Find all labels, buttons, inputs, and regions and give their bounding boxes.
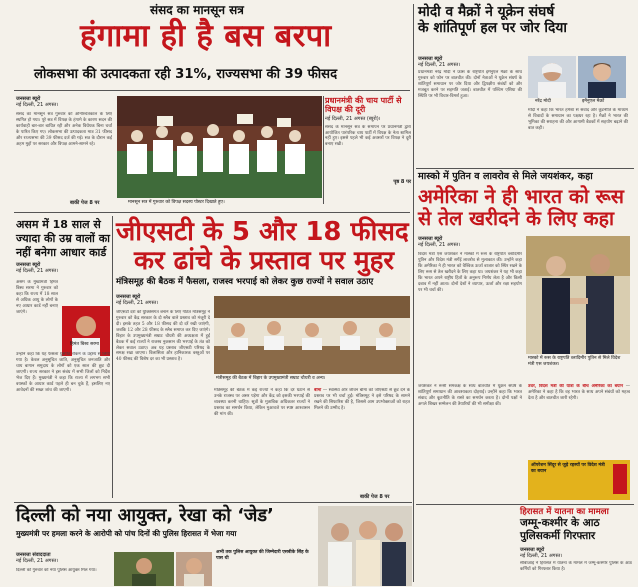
russia-body-2: उधर, विदेश मंत्री की यात्रा के बीच अमेरिका का बयान — अमेरिका ने कहा है कि वह भारत के साथ अपने संबंधों को महत्व देता है और बातचीत जारी रहेगी।	[528, 384, 630, 401]
assam-byline: जनसत्ता ब्यूरो नई दिल्ली, 21 अगस्त।	[16, 262, 59, 275]
gst-photo-caption: मंत्रीसमूह की बैठक में बिहार के उपमुख्यमंत्री सम्राट चौधरी व अन्य।	[216, 376, 326, 381]
parliament-body: संसद का मानसून सत्र गुरुवार को अनिश्चितकाल के लिए स्थगित हो गया। पूरे सत्र में विपक्ष के हंगामे के कारण सदन की कार्यवाही बार-बार बाधित रही और अनेक विधेयक बिना चर्चा के पारित किए गए। लोकसभा की उत्पादकता मात्र 31 फीसद और राज्यसभा की 39 फीसद दर्ज की गई। सत्र के दौरान कई अहम मुद्दों पर सरकार और विपक्ष आमने-सामने रहे।	[16, 112, 112, 147]
parliament-kicker: संसद का मानसून सत्र	[150, 3, 244, 17]
promo-badge-icon	[613, 464, 627, 494]
parliament-headline: हंगामा ही है बस बरपा	[80, 18, 332, 54]
delhi-byline: जनसत्ता संवाददाता नई दिल्ली, 21 अगस्त।	[16, 552, 59, 565]
gst-side-kicker: बीमा	[314, 388, 322, 393]
parliament-continued: बाकी पेज 8 पर	[70, 200, 100, 206]
delhi-subhead: मुख्यमंत्री पर हमला करने के आरोपी को पांच दिनों की पुलिस हिरासत में भेजा गया	[16, 529, 237, 538]
parliament-inset-body: संसद के मानसून सत्र के समापन पर प्रधानमंत्री द्वारा आयोजित पारंपरिक चाय पार्टी में विपक्ष के नेता शामिल नहीं हुए। इससे पहले भी कई अवसरों पर विपक्ष ने दूरी बनाए रखी।	[325, 124, 411, 148]
russia-headline: अमेरिका ने ही भारत को रूस से तेल खरीदने के लिए कहा	[418, 185, 624, 230]
ukraine-headline: मोदी व मैक्रों ने यूक्रेन संघर्ष के शांतिपूर्ण हल पर जोर दिया	[418, 4, 567, 37]
russia-photo	[526, 236, 630, 354]
russia-photo-caption: मास्को में रूस के राष्ट्रपति व्लादिमीर पुतिन से मिले विदेश मंत्री एस जयशंकर।	[528, 356, 621, 367]
ukraine-body-2: मोदी ने कहा कि भारत हमेशा से संवाद और कूटनीति के माध्यम से विवादों के समाधान का पक्षधर रहा है। मैक्रों ने भारत की भूमिका की सराहना की और आगामी बैठकों में सहयोग बढ़ाने की बात कही।	[528, 108, 628, 131]
ukraine-body-1: प्रधानमंत्री नरेंद्र मोदी ने फ्रांस के राष्ट्रपति इमैनुएल मैक्रों के साथ गुरुवार को फोन पर बातचीत की। दोनों नेताओं ने यूक्रेन संघर्ष के शांतिपूर्ण समाधान पर जोर दिया और द्विपक्षीय संबंधों को और मजबूत करने पर सहमति जताई। बातचीत में पश्चिम एशिया की स्थिति पर भी विचार-विमर्श हुआ।	[418, 70, 522, 99]
russia-promo-text: ऑपरेशन सिंदूर से जुड़े रहस्यों पर विदेश मंत्री का बयान	[531, 463, 605, 474]
delhi-inset-text: अभी तक पुलिस आयुक्त की जिम्मेदारी एसबीके सिंह के पास थी	[216, 550, 309, 561]
gst-body-3: बीमा — स्वास्थ्य और जीवन बीमा को जीएसटी से छूट देने के प्रस्ताव पर भी चर्चा हुई। मंत्रिसमूह ने इसे परिषद के सामने रखने की सिफारिश की है, जिससे आम उपभोक्ताओं को राहत मिलने की उम्मीद है।	[314, 388, 410, 411]
russia-headline-line1: मास्को में पुतिन व लावरोव से मिले जयशंकर, कहा	[418, 171, 593, 182]
gst-headline: जीएसटी के 5 और 18 फीसद कर ढांचे के प्रस्ताव पर मुहर	[116, 217, 409, 276]
parliament-inset-headline: प्रधानमंत्री की चाय पार्टी से विपक्ष की दूरी	[325, 96, 402, 115]
macron-photo-caption: इमैनुएल मैक्रों	[582, 99, 605, 104]
assam-photo	[62, 306, 110, 356]
russia-inset-text: उधर, विदेश मंत्री की यात्रा के बीच अमेरिका का बयान	[528, 384, 624, 389]
assam-body-1: असम के मुख्यमंत्री हिमंत बिस्व सरमा ने गुरुवार को कहा कि राज्य में 18 साल से अधिक आयु के लोगों के नए आधार कार्ड नहीं बनाए जाएंगे।	[16, 280, 58, 315]
parliament-inset-byline: नई दिल्ली, 21 अगस्त (ब्यूरो)।	[325, 116, 381, 123]
russia-body-1: विदेश मंत्री एस जयशंकर ने मास्को में रूस के राष्ट्रपति व्लादिमीर पुतिन और विदेश मंत्री सर्गेई लावरोव से मुलाकात की। उन्होंने कहा कि अमेरिका ने ही भारत को वैश्विक ऊर्जा बाजार को स्थिर रखने के लिए रूस से तेल खरीदने के लिए कहा था। जयशंकर ने यह भी कहा कि भारत अपने राष्ट्रीय हितों के अनुरूप निर्णय लेता है और किसी दबाव में नहीं आता। दोनों देशों ने व्यापार, ऊर्जा और रक्षा सहयोग पर भी चर्चा की।	[418, 252, 522, 293]
modi-photo-caption: नरेंद्र मोदी	[535, 99, 551, 104]
macron-photo	[578, 56, 626, 98]
jk-body: सीबीआई ने हिरासत में यातना के मामले में जम्मू-कश्मीर पुलिस के आठ कर्मियों को गिरफ्तार किया है।	[520, 561, 632, 572]
assam-photo-caption: हिमंत बिस्व सरमा	[70, 342, 99, 347]
parliament-inset	[325, 96, 411, 185]
delhi-body: दिल्ली को गुरुवार को नया पुलिस आयुक्त मिल गया।	[16, 568, 97, 573]
modi-photo	[528, 56, 576, 98]
parliament-inset-continued: पृष्ठ 8 पर	[393, 178, 411, 185]
russia-byline: जनसत्ता ब्यूरो नई दिल्ली, 21 अगस्त।	[418, 236, 461, 249]
russia-promo-box[interactable]	[528, 460, 630, 500]
jk-headline: हिरासत में यातना का मामला जम्मू-कश्मीर के आठ पुलिसकर्मी गिरफ्तार	[520, 507, 609, 542]
delhi-photo-1	[114, 552, 174, 586]
ukraine-byline: जनसत्ता ब्यूरो नई दिल्ली, 21 अगस्त।	[418, 56, 461, 69]
parliament-subhead: लोकसभा की उत्पादकता रही 31%, राज्यसभा की 39 फीसद	[34, 67, 338, 82]
gst-body-2: मंत्रिसमूह की बैठक में कई राज्यों ने कहा कि दरें घटाने से उनके राजस्व पर असर पड़ेगा और केंद्र को इसकी भरपाई की व्यवस्था करनी चाहिए। सूत्रों के मुताबिक अधिकतर राज्यों ने प्रस्ताव का समर्थन किया, लेकिन मुआवजे पर स्पष्ट आश्वासन की मांग की।	[214, 388, 310, 417]
jk-byline: जनसत्ता ब्यूरो नई दिल्ली, 21 अगस्त।	[520, 547, 563, 560]
gst-continued: बाकी पेज 8 पर	[360, 494, 390, 500]
gst-byline: जनसत्ता ब्यूरो नई दिल्ली, 21 अगस्त।	[116, 294, 159, 307]
parliament-photo	[117, 96, 322, 198]
gst-body-1: जीएसटी दरों को युक्तिसंगत बनाने के लिए गठित मंत्रिसमूह ने गुरुवार को केंद्र सरकार के दो स्लैब वाले प्रस्ताव को मंजूरी दे दी। इसके तहत 5 और 18 फीसद की दो दरें रखी जाएंगी, जबकि 12 और 28 फीसद के स्लैब समाप्त कर दिए जाएंगे। बिहार के उपमुख्यमंत्री सम्राट चौधरी की अध्यक्षता में हुई बैठक में कई राज्यों ने राजस्व नुकसान की भरपाई के तंत्र को लेकर सवाल उठाए। अब यह प्रस्ताव जीएसटी परिषद के समक्ष रखा जाएगा। विलासिता और हानिकारक वस्तुओं पर 40 फीसद की विशेष दर का भी प्रस्ताव है।	[116, 310, 210, 363]
parliament-byline: जनसत्ता ब्यूरो नई दिल्ली, 21 अगस्त।	[16, 96, 59, 109]
delhi-photo-3	[318, 506, 412, 586]
gst-subhead: मंत्रिसमूह की बैठक में फैसला, राजस्व भरपाई को लेकर कुछ राज्यों ने सवाल उठाए	[116, 277, 374, 287]
gst-photo	[214, 296, 410, 374]
assam-body-2: उन्होंने कहा कि यह फैसला घुसपैठ रोकने के उद्देश्य से लिया गया है। केवल अनुसूचित जाति, अनुसूचित जनजाति और चाय बागान समुदाय के लोगों को एक साल की छूट दी जाएगी। राज्य सरकार ने इस संबंध में सभी जिलों को निर्देश भेज दिए हैं। मुख्यमंत्री ने कहा कि राज्य में लगभग सभी वयस्कों के आधार कार्ड पहले ही बन चुके हैं, इसलिए नए आवेदनों की सख्त जांच की जाएगी।	[16, 352, 110, 393]
delhi-headline: दिल्ली को नया आयुक्त, रेखा को ‘जेड’	[16, 505, 274, 526]
assam-headline: असम में 18 साल से ज्यादा की उम्र वालों का नहीं बनेगा आधार कार्ड	[16, 218, 111, 259]
parliament-photo-caption: मानसून सत्र में गुरुवार को विपक्ष सदस्य पोस्टर दिखाते हुए।	[128, 200, 225, 205]
russia-body-3: जयशंकर ने रूसी समकक्ष के साथ बातचीत में यूक्रेन संघर्ष के शांतिपूर्ण समाधान की आवश्यकता दोहराई। उन्होंने कहा कि भारत संवाद और कूटनीति के रास्ते का समर्थन करता है। दोनों पक्षों ने अगले शिखर सम्मेलन की तैयारियों की भी समीक्षा की।	[418, 384, 522, 407]
delhi-photo-2	[176, 552, 212, 586]
